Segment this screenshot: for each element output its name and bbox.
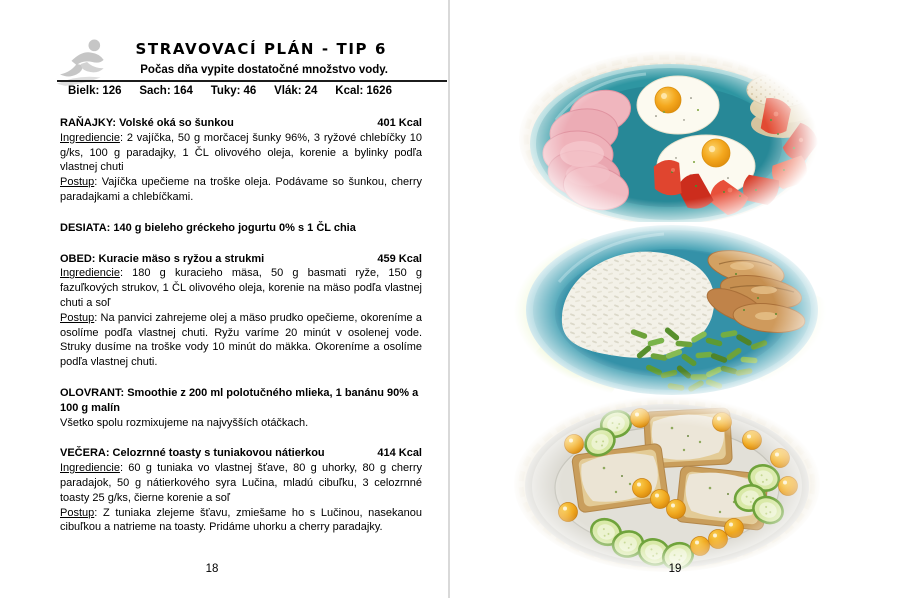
page-subtitle: Počas dňa vypite dostatočné množstvo vody. bbox=[140, 64, 388, 76]
macro-vlak: Vlák: 24 bbox=[274, 85, 318, 97]
breakfast-plate-photo bbox=[516, 50, 818, 230]
meal-kcal: 401 Kcal bbox=[377, 117, 422, 129]
meal-title: OBED: Kuracie mäso s ryžou a strukmi bbox=[60, 252, 265, 265]
meal-ingredients: Ingrediencie: 60 g tuniaka vo vlastnej šťave, 80 g uhorky, 80 g cherry paradajok, 50 g nátierkového syra Lučina, mladú cibuľku, 3 celozrnné toasty 25 g/ks, čierne korenie a soľ bbox=[60, 462, 422, 504]
meal-olovrant bbox=[60, 386, 422, 430]
meal-note: Všetko spolu rozmixujeme na najvyšších otáčkach. bbox=[60, 416, 309, 429]
lunch-plate-photo bbox=[514, 222, 826, 400]
photo-vignette bbox=[512, 396, 822, 574]
page-divider bbox=[448, 0, 450, 598]
macro-tuky: Tuky: 46 bbox=[210, 85, 257, 97]
page-number-right: 19 bbox=[668, 563, 682, 575]
header-rule bbox=[57, 80, 447, 82]
page-title: STRAVOVACÍ PLÁN - TIP 6 bbox=[135, 40, 387, 58]
meal-vecera bbox=[60, 446, 422, 535]
macro-kcal: Kcal: 1626 bbox=[335, 85, 392, 97]
photo-vignette bbox=[514, 222, 826, 400]
meal-postup: Postup: Z tuniaka zlejeme šťavu, zmiešame ho s Lučinou, nasekanou cibuľkou a natrieme na toasty. Pridáme uhorku a cherry paradajky. bbox=[60, 506, 422, 534]
meal-kcal: 414 Kcal bbox=[377, 447, 422, 460]
macro-sach: Sach: 164 bbox=[139, 85, 193, 97]
macros-row bbox=[68, 85, 392, 97]
meal-title: OLOVRANT: Smoothie z 200 ml polotučného mlieka, 1 banánu 90% a 100 g malín bbox=[60, 386, 419, 414]
meal-title: DESIATA: 140 g bieleho gréckeho jogurtu 0% s 1 ČL chia bbox=[60, 221, 356, 234]
macro-bielk: Bielk: 126 bbox=[68, 85, 122, 97]
meal-obed bbox=[60, 252, 422, 370]
dinner-plate-photo bbox=[512, 396, 822, 574]
meal-ingredients: Ingrediencie: 2 vajíčka, 50 g morčacej šunky 96%, 3 ryžové chlebíčky 10 g/ks, 100 g paradajky, 1 ČL olivového oleja, korenie a bylinky podľa vlastnej chuti bbox=[60, 131, 422, 174]
meal-postup: Postup: Vajíčka upečieme na troške oleja. Podávame so šunkou, cherry paradajkami a chlebíčkami. bbox=[60, 176, 422, 203]
page-number-left: 18 bbox=[205, 563, 219, 575]
meal-ingredients: Ingrediencie: 180 g kuracieho mäsa, 50 g basmati ryže, 150 g fazuľkových strukov, 1 ČL olivového oleja, korenie na mäso podľa vlastnej chuti a soľ bbox=[60, 267, 422, 309]
meal-ranajky bbox=[60, 116, 422, 205]
photo-vignette bbox=[516, 50, 818, 230]
meal-title: RAŇAJKY: Volské oká so šunkou bbox=[60, 117, 234, 129]
meal-desiata bbox=[60, 221, 422, 236]
meals-column bbox=[60, 116, 422, 551]
meal-title: VEČERA: Celozrnné toasty s tuniakovou nátierkou bbox=[60, 447, 325, 460]
meal-postup: Postup: Na panvici zahrejeme olej a mäso prudko opečieme, okoreníme a osolíme podľa vlastnej chuti. Ryžu varíme 20 minút v osolenej vode. Struky dusíme na troške vody 10 minút do mäkka. Okoreníme a osolíme podľa vlastnej chuti. bbox=[60, 311, 422, 369]
meal-kcal: 459 Kcal bbox=[377, 252, 422, 265]
